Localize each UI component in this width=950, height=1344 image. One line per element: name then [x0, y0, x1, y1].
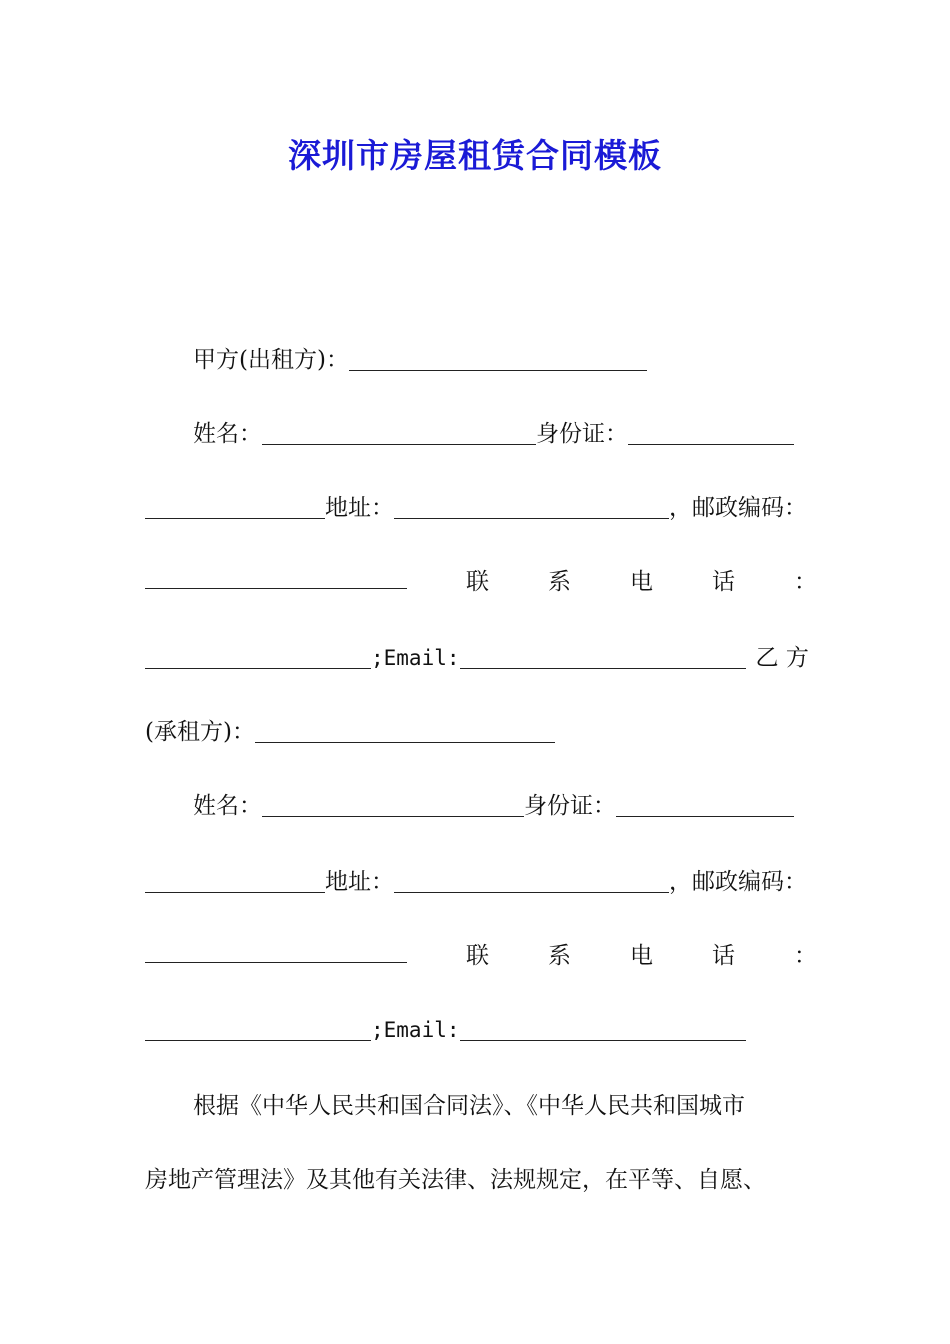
party-b-address-blank[interactable] [394, 866, 669, 893]
party-a-email-line [145, 638, 817, 678]
phone-char: 电 [630, 943, 653, 969]
party-b-name-line [145, 786, 865, 826]
party-a-blank[interactable] [349, 344, 647, 371]
email-label: ;Email: [371, 646, 460, 670]
party-a-id-blank[interactable] [628, 418, 794, 445]
paragraph-text: 房地产管理法》及其他有关法律、法规规定，在平等、自愿、 [145, 1167, 766, 1193]
id-label: 身份证： [524, 793, 616, 819]
paragraph-line [145, 1160, 817, 1200]
email-label: ;Email: [371, 1018, 460, 1042]
party-a-email-blank[interactable] [460, 642, 746, 669]
name-label: 姓名： [193, 793, 262, 819]
phone-char: 系 [548, 569, 571, 595]
party-a-id-blank-cont[interactable] [145, 492, 325, 519]
party-b-phone-line [145, 936, 817, 976]
postcode-label: ，邮政编码： [669, 495, 807, 521]
paragraph-line [145, 1086, 865, 1126]
party-b-label-cont: (承租方)： [145, 719, 255, 745]
party-a-postcode-blank[interactable] [145, 562, 407, 589]
party-b-name-blank[interactable] [262, 790, 524, 817]
party-a-phone-line [145, 562, 817, 602]
phone-char: 话 [712, 943, 735, 969]
document-title: 深圳市房屋租赁合同模板 [288, 136, 662, 175]
party-b-address-line [145, 862, 817, 902]
party-a-address-blank[interactable] [394, 492, 669, 519]
party-a-phone-blank[interactable] [145, 642, 371, 669]
party-b-blank[interactable] [255, 716, 555, 743]
party-b-line [145, 712, 817, 752]
party-a-name-blank[interactable] [262, 418, 536, 445]
party-a-address-line [145, 488, 817, 528]
party-b-email-line [145, 1010, 817, 1050]
address-label: 地址： [325, 495, 394, 521]
phone-char: 话 [712, 569, 735, 595]
party-a-label: 甲方(出租方)： [193, 347, 349, 373]
party-b-id-blank-cont[interactable] [145, 866, 325, 893]
phone-char: 电 [630, 569, 653, 595]
postcode-label: ，邮政编码： [669, 869, 807, 895]
party-b-email-blank[interactable] [460, 1014, 746, 1041]
party-a-line [145, 340, 865, 380]
name-label: 姓名： [193, 421, 262, 447]
party-b-id-blank[interactable] [616, 790, 794, 817]
party-b-postcode-blank[interactable] [145, 936, 407, 963]
address-label: 地址： [325, 869, 394, 895]
phone-char: 系 [548, 943, 571, 969]
party-b-label: 乙 方 [755, 645, 809, 671]
phone-char: 联 [466, 943, 489, 969]
phone-char: ： [794, 943, 817, 969]
party-b-phone-blank[interactable] [145, 1014, 371, 1041]
party-a-name-line [145, 414, 865, 454]
paragraph-text: 根据《中华人民共和国合同法》、《中华人民共和国城市 [193, 1093, 745, 1119]
id-label: 身份证： [536, 421, 628, 447]
phone-char: ： [794, 569, 817, 595]
phone-char: 联 [466, 569, 489, 595]
